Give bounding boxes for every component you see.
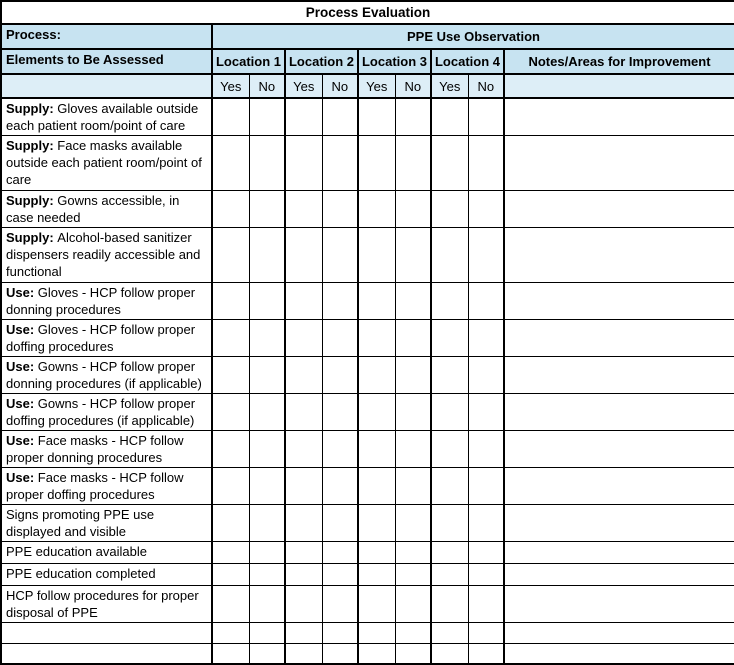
no-header-loc2: No [322,74,358,98]
notes-cell[interactable] [504,136,734,191]
row-label [1,136,212,191]
observation-cell-loc4-yes[interactable] [431,542,468,564]
observation-cell-loc4-yes[interactable] [431,191,468,228]
observation-cell-loc3-yes[interactable] [358,505,395,542]
observation-cell-loc2-no[interactable] [322,357,358,394]
notes-cell[interactable] [504,623,734,644]
notes-cell[interactable] [504,394,734,431]
row-label-text: Gloves available outside each patient room/point of care [6,101,199,133]
yes-header-loc3: Yes [358,74,395,98]
observation-cell-loc2-yes[interactable] [285,623,322,644]
observation-cell-loc3-no[interactable] [395,564,431,586]
row-label-prefix: Supply: [6,230,58,245]
observation-cell-loc2-no[interactable] [322,505,358,542]
observation-cell-loc3-yes[interactable] [358,623,395,644]
table-row [1,468,734,505]
observation-cell-loc3-yes[interactable] [358,542,395,564]
observation-cell-loc3-yes[interactable] [358,228,395,283]
observation-cell-loc3-yes[interactable] [358,468,395,505]
row-label [1,228,212,283]
observation-cell-loc1-no[interactable] [249,98,285,136]
yes-no-header-row [1,74,734,98]
no-header-loc3: No [395,74,431,98]
observation-cell-loc2-no[interactable] [322,136,358,191]
observation-cell-loc4-no[interactable] [468,357,504,394]
observation-cell-loc2-no[interactable] [322,468,358,505]
observation-cell-loc2-yes[interactable] [285,320,322,357]
process-row [1,24,734,49]
observation-cell-loc4-no[interactable] [468,320,504,357]
title-row [1,1,734,24]
observation-cell-loc4-no[interactable] [468,394,504,431]
row-label [1,644,212,664]
observation-cell-loc2-yes[interactable] [285,564,322,586]
notes-cell[interactable] [504,586,734,623]
observation-cell-loc2-no[interactable] [322,191,358,228]
observation-cell-loc2-yes[interactable] [285,98,322,136]
observation-cell-loc2-no[interactable] [322,623,358,644]
row-label [1,191,212,228]
row-label-text: Alcohol-based sanitizer dispensers readily accessible and functional [6,230,201,279]
table-row [1,136,734,191]
row-label [1,320,212,357]
observation-cell-loc4-no[interactable] [468,542,504,564]
notes-cell[interactable] [504,431,734,468]
observation-header: PPE Use Observation [212,24,734,49]
observation-cell-loc2-yes[interactable] [285,505,322,542]
table-row [1,394,734,431]
observation-cell-loc3-no[interactable] [395,623,431,644]
observation-cell-loc2-no[interactable] [322,394,358,431]
notes-cell[interactable] [504,357,734,394]
row-label-text: PPE education available [6,544,147,559]
row-label-text: Gowns accessible, in case needed [6,193,180,225]
observation-cell-loc4-no[interactable] [468,505,504,542]
observation-cell-loc3-yes[interactable] [358,586,395,623]
observation-cell-loc1-no[interactable] [249,564,285,586]
table-row [1,228,734,283]
observation-cell-loc2-yes[interactable] [285,394,322,431]
observation-cell-loc1-yes[interactable] [212,98,249,136]
row-label [1,394,212,431]
row-label-prefix: Supply: [6,138,58,153]
observation-cell-loc4-no[interactable] [468,623,504,644]
table-row [1,542,734,564]
table-row [1,505,734,542]
observation-cell-loc3-yes[interactable] [358,98,395,136]
notes-cell[interactable] [504,542,734,564]
observation-cell-loc3-yes[interactable] [358,644,395,664]
observation-cell-loc1-yes[interactable] [212,191,249,228]
observation-cell-loc4-yes[interactable] [431,394,468,431]
row-label-prefix: Use: [6,433,38,448]
observation-cell-loc1-yes[interactable] [212,468,249,505]
table-row [1,644,734,664]
observation-cell-loc4-no[interactable] [468,136,504,191]
observation-cell-loc1-no[interactable] [249,394,285,431]
row-label [1,586,212,623]
observation-cell-loc2-yes[interactable] [285,191,322,228]
yes-header-loc1: Yes [212,74,249,98]
observation-cell-loc2-yes[interactable] [285,644,322,664]
observation-cell-loc1-yes[interactable] [212,542,249,564]
row-label-prefix: Supply: [6,193,58,208]
observation-cell-loc4-yes[interactable] [431,357,468,394]
location-1-header: Location 1 [212,49,285,74]
process-label: Process: [1,24,212,49]
observation-cell-loc3-no[interactable] [395,431,431,468]
location-3-header: Location 3 [358,49,431,74]
observation-cell-loc1-no[interactable] [249,644,285,664]
observation-cell-loc3-no[interactable] [395,468,431,505]
row-label-text: Face masks available outside each patient room/point of care [6,138,202,187]
yes-no-row-spacer [1,74,212,98]
observation-cell-loc2-yes[interactable] [285,542,322,564]
yes-header-loc4: Yes [431,74,468,98]
observation-cell-loc4-no[interactable] [468,644,504,664]
observation-cell-loc3-no[interactable] [395,586,431,623]
observation-cell-loc4-yes[interactable] [431,98,468,136]
row-label [1,564,212,586]
observation-cell-loc3-no[interactable] [395,191,431,228]
row-label-text: Signs promoting PPE use displayed and visible [6,507,155,539]
observation-cell-loc4-yes[interactable] [431,320,468,357]
notes-cell[interactable] [504,228,734,283]
column-header-row [1,49,734,74]
row-label-text: Gowns - HCP follow proper doffing procedures (if applicable) [6,396,196,428]
observation-cell-loc2-no[interactable] [322,542,358,564]
observation-cell-loc1-yes[interactable] [212,644,249,664]
no-header-loc4: No [468,74,504,98]
observation-cell-loc2-no[interactable] [322,564,358,586]
observation-cell-loc2-no[interactable] [322,431,358,468]
observation-cell-loc1-no[interactable] [249,431,285,468]
observation-cell-loc3-yes[interactable] [358,564,395,586]
observation-cell-loc2-yes[interactable] [285,468,322,505]
row-label [1,431,212,468]
observation-cell-loc1-yes[interactable] [212,136,249,191]
observation-cell-loc3-no[interactable] [395,357,431,394]
row-label-text: PPE education completed [6,566,156,581]
observation-cell-loc4-yes[interactable] [431,623,468,644]
row-label [1,98,212,136]
observation-cell-loc1-no[interactable] [249,283,285,320]
observation-cell-loc3-no[interactable] [395,542,431,564]
observation-cell-loc1-yes[interactable] [212,228,249,283]
observation-cell-loc4-no[interactable] [468,283,504,320]
observation-cell-loc1-no[interactable] [249,542,285,564]
notes-cell[interactable] [504,564,734,586]
observation-cell-loc1-yes[interactable] [212,431,249,468]
observation-cell-loc1-yes[interactable] [212,586,249,623]
form-title: Process Evaluation [1,1,734,24]
notes-cell[interactable] [504,191,734,228]
observation-cell-loc1-yes[interactable] [212,320,249,357]
observation-cell-loc1-yes[interactable] [212,623,249,644]
row-label [1,468,212,505]
notes-cell[interactable] [504,505,734,542]
notes-cell[interactable] [504,98,734,136]
observation-cell-loc1-no[interactable] [249,468,285,505]
observation-cell-loc1-yes[interactable] [212,394,249,431]
observation-cell-loc1-no[interactable] [249,320,285,357]
table-row [1,320,734,357]
observation-cell-loc4-yes[interactable] [431,586,468,623]
no-header-loc1: No [249,74,285,98]
row-label-text: Gowns - HCP follow proper donning procedures (if applicable) [6,359,202,391]
observation-cell-loc3-no[interactable] [395,228,431,283]
observation-cell-loc4-yes[interactable] [431,505,468,542]
observation-cell-loc2-yes[interactable] [285,357,322,394]
observation-cell-loc3-no[interactable] [395,320,431,357]
observation-cell-loc3-yes[interactable] [358,283,395,320]
observation-cell-loc3-no[interactable] [395,283,431,320]
observation-cell-loc4-no[interactable] [468,98,504,136]
location-2-header: Location 2 [285,49,358,74]
table-row [1,98,734,136]
observation-cell-loc3-yes[interactable] [358,136,395,191]
observation-cell-loc4-yes[interactable] [431,564,468,586]
table-body [1,98,734,664]
observation-cell-loc3-yes[interactable] [358,394,395,431]
row-label-text: Gloves - HCP follow proper donning procedures [6,285,196,317]
observation-cell-loc4-no[interactable] [468,191,504,228]
observation-cell-loc3-no[interactable] [395,98,431,136]
observation-cell-loc2-no[interactable] [322,98,358,136]
observation-cell-loc1-yes[interactable] [212,357,249,394]
observation-cell-loc1-yes[interactable] [212,564,249,586]
observation-cell-loc2-no[interactable] [322,320,358,357]
row-label [1,505,212,542]
row-label [1,542,212,564]
observation-cell-loc1-no[interactable] [249,228,285,283]
observation-cell-loc1-yes[interactable] [212,505,249,542]
table-row [1,283,734,320]
yes-header-loc2: Yes [285,74,322,98]
notes-cell[interactable] [504,644,734,664]
observation-cell-loc3-no[interactable] [395,505,431,542]
row-label [1,283,212,320]
observation-cell-loc4-yes[interactable] [431,228,468,283]
observation-cell-loc4-no[interactable] [468,564,504,586]
observation-cell-loc3-yes[interactable] [358,320,395,357]
observation-cell-loc4-yes[interactable] [431,283,468,320]
observation-cell-loc1-yes[interactable] [212,283,249,320]
observation-cell-loc4-yes[interactable] [431,644,468,664]
observation-cell-loc2-yes[interactable] [285,283,322,320]
observation-cell-loc4-no[interactable] [468,228,504,283]
table-row [1,357,734,394]
row-label-prefix: Use: [6,322,38,337]
row-label-text: Gloves - HCP follow proper doffing procedures [6,322,196,354]
observation-cell-loc3-yes[interactable] [358,191,395,228]
observation-cell-loc1-no[interactable] [249,623,285,644]
observation-cell-loc2-no[interactable] [322,586,358,623]
row-label-prefix: Use: [6,359,38,374]
observation-cell-loc4-yes[interactable] [431,136,468,191]
observation-cell-loc4-no[interactable] [468,468,504,505]
table-row [1,431,734,468]
observation-cell-loc4-yes[interactable] [431,431,468,468]
yes-no-row-notes-spacer [504,74,734,98]
observation-cell-loc2-yes[interactable] [285,431,322,468]
observation-cell-loc2-yes[interactable] [285,136,322,191]
row-label-prefix: Use: [6,396,38,411]
table-row [1,586,734,623]
elements-header: Elements to Be Assessed [1,49,212,74]
observation-cell-loc2-no[interactable] [322,283,358,320]
observation-cell-loc4-no[interactable] [468,586,504,623]
observation-cell-loc1-no[interactable] [249,191,285,228]
observation-cell-loc3-yes[interactable] [358,357,395,394]
observation-cell-loc3-no[interactable] [395,644,431,664]
observation-cell-loc2-yes[interactable] [285,228,322,283]
observation-cell-loc1-no[interactable] [249,505,285,542]
observation-cell-loc4-yes[interactable] [431,468,468,505]
observation-cell-loc2-no[interactable] [322,644,358,664]
observation-cell-loc3-yes[interactable] [358,431,395,468]
row-label-prefix: Use: [6,470,38,485]
table-row [1,191,734,228]
row-label [1,623,212,644]
observation-cell-loc3-no[interactable] [395,136,431,191]
observation-cell-loc3-no[interactable] [395,394,431,431]
observation-cell-loc2-no[interactable] [322,228,358,283]
row-label [1,357,212,394]
table-row [1,564,734,586]
notes-cell[interactable] [504,320,734,357]
observation-cell-loc1-no[interactable] [249,136,285,191]
row-label-text: Face masks - HCP follow proper donning procedures [6,433,184,465]
row-label-text: HCP follow procedures for proper disposal of PPE [6,588,199,620]
location-4-header: Location 4 [431,49,504,74]
notes-header: Notes/Areas for Improvement [504,49,734,74]
row-label-prefix: Use: [6,285,38,300]
notes-cell[interactable] [504,283,734,320]
table-row [1,623,734,644]
row-label-prefix: Supply: [6,101,58,116]
observation-cell-loc1-no[interactable] [249,586,285,623]
row-label-text: Face masks - HCP follow proper doffing procedures [6,470,184,502]
observation-cell-loc4-no[interactable] [468,431,504,468]
observation-cell-loc2-yes[interactable] [285,586,322,623]
observation-cell-loc1-no[interactable] [249,357,285,394]
notes-cell[interactable] [504,468,734,505]
